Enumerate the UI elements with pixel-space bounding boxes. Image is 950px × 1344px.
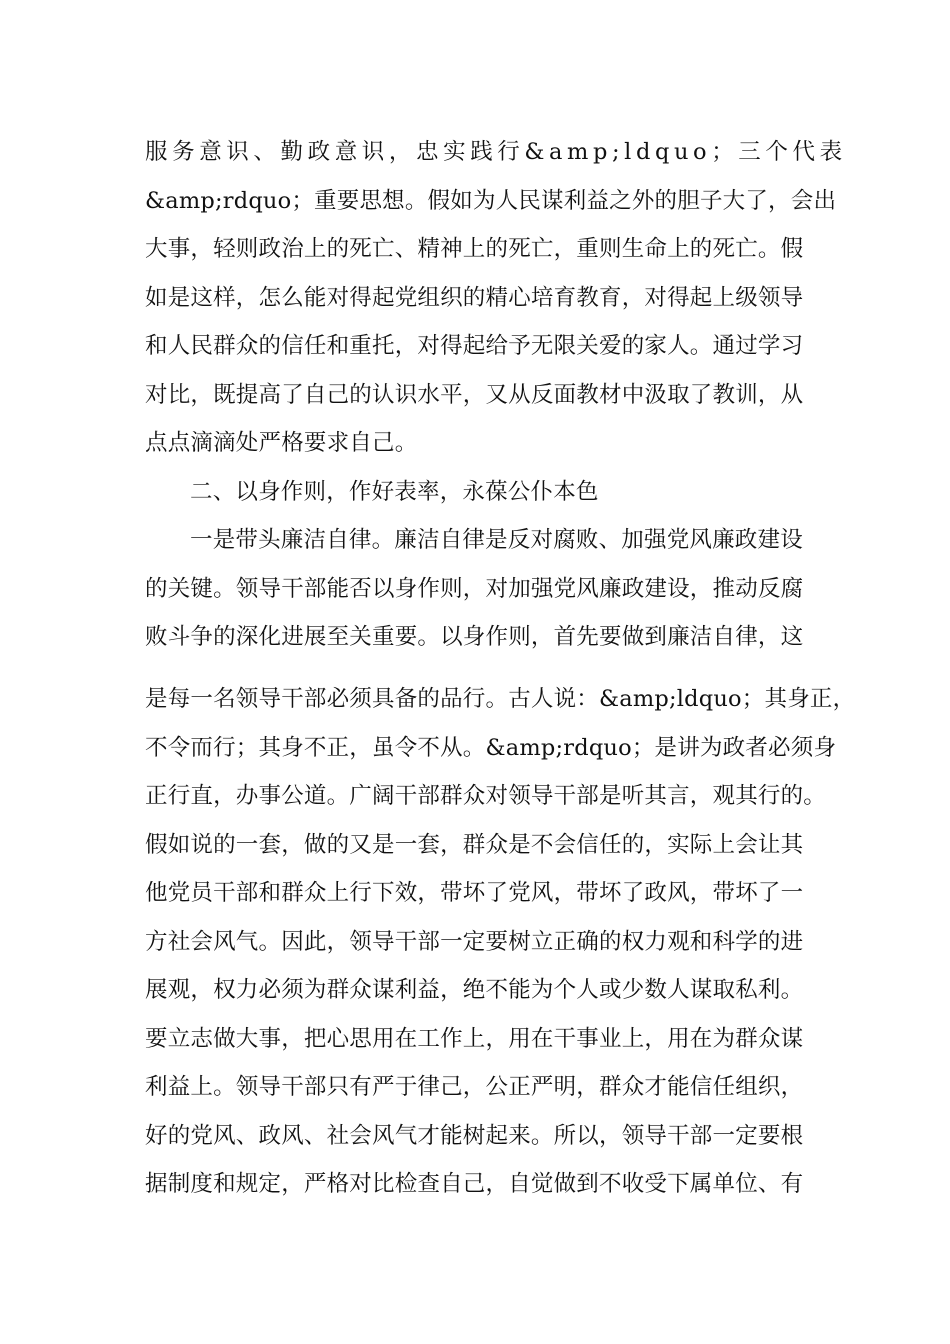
text-line-20: 利益上。领导干部只有严于律己，公正严明，群众才能信任组织， <box>145 1074 804 1100</box>
text-line-14: 正行直，办事公道。广阔干部群众对领导干部是听其言，观其行的。 <box>145 783 827 809</box>
text-line-16: 他党员干部和群众上行下效，带坏了党风，带坏了政风，带坏了一 <box>145 880 804 906</box>
text-line-1: 服务意识、勤政意识，忠实践行&amp;ldquo；三个代表 <box>145 139 847 165</box>
text-line-4: 如是这样，怎么能对得起党组织的精心培育教育，对得起上级领导 <box>145 285 804 311</box>
text-line-9: 一是带头廉洁自律。廉洁自律是反对腐败、加强党风廉政建设 <box>190 527 803 553</box>
text-line-21: 好的党风、政风、社会风气才能树起来。所以，领导干部一定要根 <box>145 1123 804 1149</box>
section-heading: 二、以身作则，作好表率，永葆公仆本色 <box>190 479 599 505</box>
text-line-12: 是每一名领导干部必须具备的品行。古人说：&amp;ldquo；其身正， <box>145 686 856 712</box>
text-line-2: &amp;rdquo；重要思想。假如为人民谋利益之外的胆子大了，会出 <box>145 188 837 214</box>
text-line-19: 要立志做大事，把心思用在工作上，用在干事业上，用在为群众谋 <box>145 1026 804 1052</box>
text-line-10: 的关键。领导干部能否以身作则，对加强党风廉政建设，推动反腐 <box>145 576 804 602</box>
text-line-13: 不令而行；其身不正，虽令不从。&amp;rdquo；是讲为政者必须身 <box>145 735 837 761</box>
text-line-7: 点点滴滴处严格要求自己。 <box>145 430 418 456</box>
text-line-5: 和人民群众的信任和重托，对得起给予无限关爱的家人。通过学习 <box>145 333 804 359</box>
text-line-15: 假如说的一套，做的又是一套，群众是不会信任的，实际上会让其 <box>145 832 804 858</box>
text-line-17: 方社会风气。因此，领导干部一定要树立正确的权力观和科学的进 <box>145 929 804 955</box>
text-line-3: 大事，轻则政治上的死亡、精神上的死亡，重则生命上的死亡。假 <box>145 236 804 262</box>
text-line-11: 败斗争的深化进展至关重要。以身作则，首先要做到廉洁自律，这 <box>145 624 804 650</box>
text-line-6: 对比，既提高了自己的认识水平，又从反面教材中汲取了教训，从 <box>145 382 804 408</box>
text-line-22: 据制度和规定，严格对比检查自己，自觉做到不收受下属单位、有 <box>145 1171 804 1197</box>
text-line-18: 展观，权力必须为群众谋利益，绝不能为个人或少数人谋取私利。 <box>145 977 804 1003</box>
